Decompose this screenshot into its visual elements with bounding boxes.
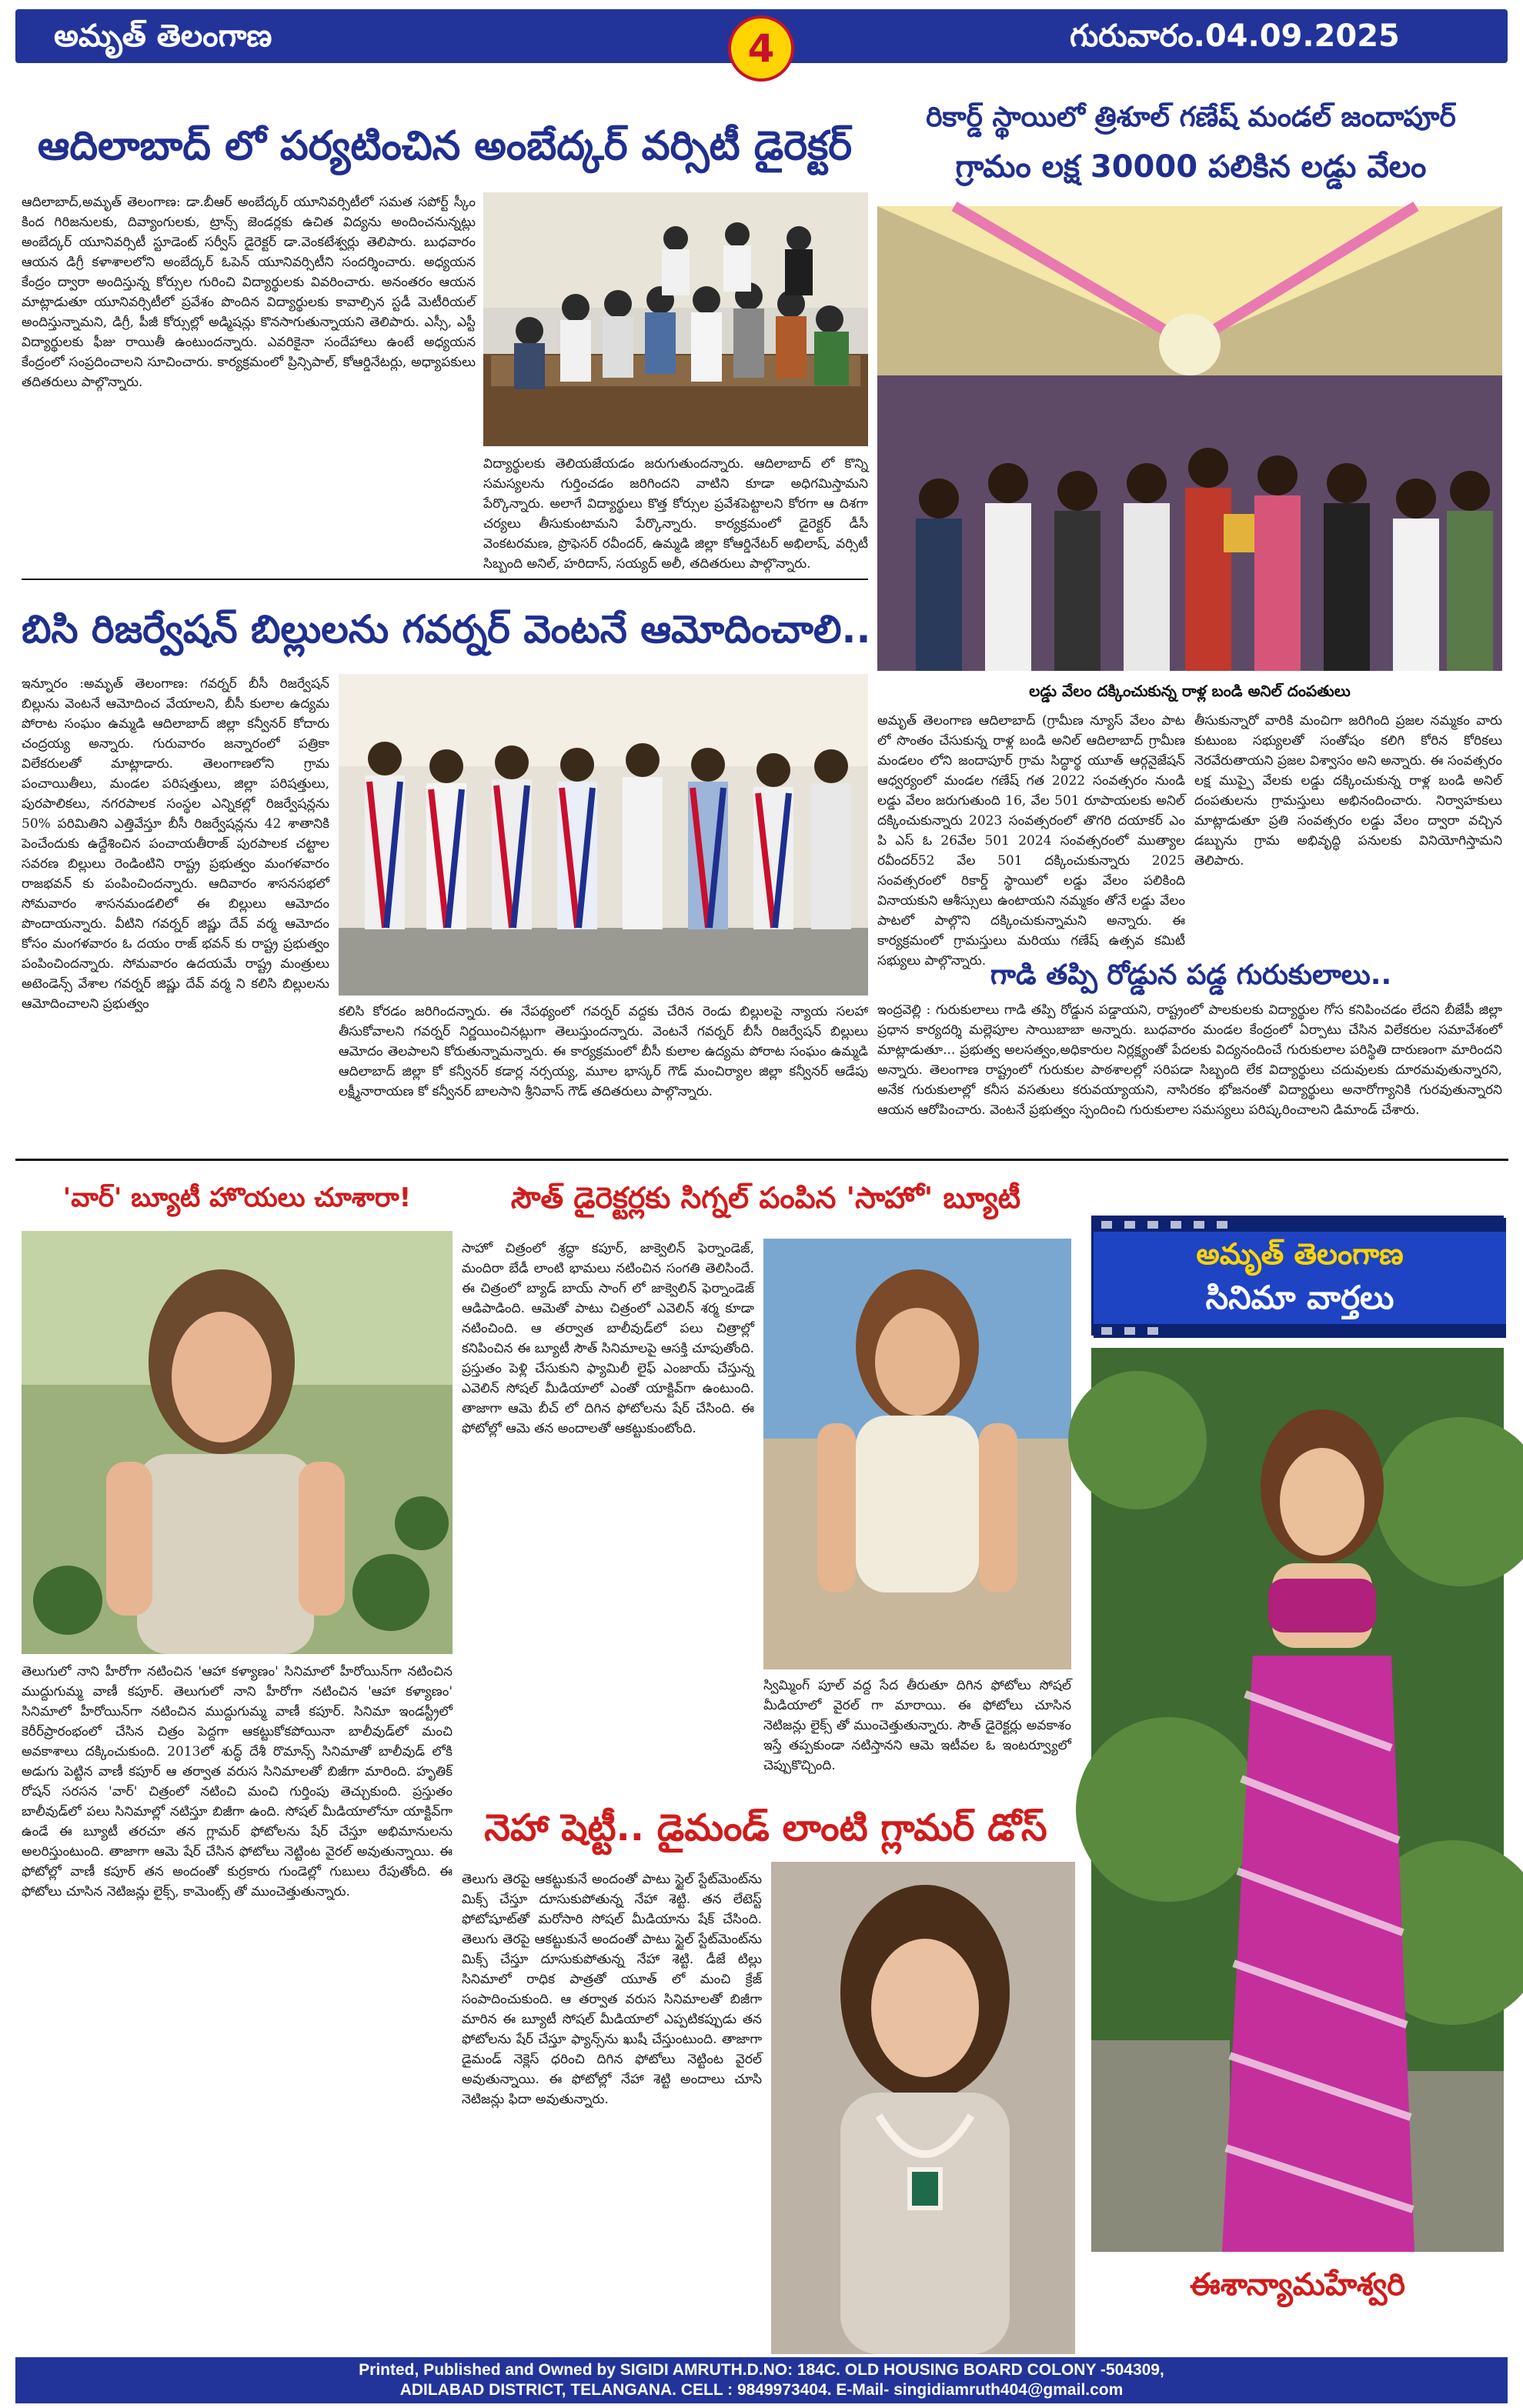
article5-photo xyxy=(22,1231,453,1654)
article1-photo xyxy=(483,192,868,446)
article6-photo xyxy=(763,1239,1071,1669)
footer xyxy=(15,2357,1508,2403)
article7-photo xyxy=(771,1862,1075,2354)
article4-headline: గాడి తప్పి రోడ్డున పడ్డ గురుకులాలు.. xyxy=(990,959,1392,991)
article7-body: తెలుగు తెరపై ఆకట్టుకునే అందంతో పాటు స్టైల్ స్టేట్‌మెంట్‌ను మిక్స్ చేస్తూ దూసుకుపోతున్న నేహా శెట్టి. తన లేటెస్ట్ ఫోటోషూట్‌తో మరోసారి సోషల్ మీడియాను షేక్ చేసింది. తెలుగు తెరపై ఆకట్టుకునే అందంతో పాటు స్టైల్ స్టేట్‌మెంట్‌ను మిక్స్ చేస్తూ దూసుకుపోతున్న నేహా శెట్టి. డీజే టిల్లు సినిమాలో రాధిక పాత్రతో యూత్ లో మంచి క్రేజ్ సంపాదించుకుంది. ఆ తర్వాత వరుస సినిమాలతో బిజీగా మారిన ఈ బ్యూటీ సోషల్ మీడియాలో ఎప్పటికప్పుడు తన ఫోటోలను షేర్ చేస్తూ ఫ్యాన్స్‌ను ఖుషీ చేస్తుంటుంది. తాజాగా డైమండ్ నెక్లెస్ ధరించి దిగిన ఫోటోలు నెట్టింట వైరల్ అవుతున్నాయి. ఈ ఫోటోల్లో నేహా శెట్టి అందాలు చూసి నెటిజన్లు ఫిదా అవుతున్నారు. xyxy=(462,1872,762,2107)
article2-photo xyxy=(339,674,868,996)
article2-body-cont: కలిసి కోరడం జరిగిందన్నారు. ఈ నేపథ్యంలో గవర్నర్ వద్దకు చేరిన రెండు బిల్లులపై న్యాయ సలహా తీసుకోవాలని గవర్నర్ నిర్ణయించినట్లుగా తెలుస్తుందన్నారు. వెంటనే గవర్నర్ బీసీ రిజర్వేషన్ బిల్లులు ఆమోదం తెలపాలని కోరుతున్నామన్నారు. ఈ కార్యక్రమంలో బీసీ కులాల ఉద్యమ పోరాట సంఘం ఉమ్మడి ఆదిలాబాద్ జిల్లా కో కన్వీనర్ కడార్ల నర్సయ్య, మూల భాస్కర్ గౌడ్ మంచిర్యాల జిల్లా కన్వీనర్ ఆడేపు లక్ష్మీనారాయణ కో కన్వీనర్ బాలసాని శ్రీనివాస్ గౌడ్ తదితరులు పాల్గొన్నారు. xyxy=(339,1004,868,1099)
esha-caption: ఈశాన్యామహేశ్వరి xyxy=(1190,2267,1405,2303)
article3-body: అమృత్ తెలంగాణ ఆదిలాబాద్ (గ్రామీణ న్యూస్ వేలం పాట లో సొంతం చేసుకున్న రాళ్ల బండి అనిల్ ఆదిలాబాద్ గ్రామీణ మండలం లోని జందాపూర్ గ్రామ సిద్ధార్థ యూత్ ఆర్గనైజేషన్ ఆధ్వర్యంలో మండల గణేష్ గత 2022 సంవత్సరం నుండి లడ్డు వేలం జరుగుతుంది 16, వేల 501 రూపాయలకు అనిల్ దక్కించుకున్నారు 2023 సంవత్సరంలో తొగరి దయాకర్ ఎం పి ఎస్ ఓ 26వేల 501 2024 సంవత్సరంలో ముత్యాల రవీందర్52 వేల 501 దక్కించుకున్నారు 2025 సంవత్సరంలో రికార్డ్ స్థాయిలో లడ్డు వేలం పలికింది వినాయకుని ఆశీస్సులు ఉంటాయని నమ్మకం తోనే లడ్డు వేలం పాటలో పాల్గొని దక్కించుకున్నామని అన్నారు. ఈ కార్యక్రమంలో గ్రామస్తులు మరియు గణేష్ ఉత్సవ కమిటీ సభ్యులు పాల్గొన్నారు. xyxy=(877,713,1185,969)
issue-date: గురువారం.04.09.2025 xyxy=(1070,18,1400,54)
article3-photo-caption: లడ్డు వేలం దక్కించుకున్న రాళ్ల బండి అనిల్ దంపతులు xyxy=(1029,682,1351,700)
article1-headline: ఆదిలాబాద్ లో పర్యటించిన అంబేద్కర్ వర్సిటీ డైరెక్టర్ xyxy=(37,123,853,169)
esha-photo xyxy=(1091,1348,1504,2252)
footer-line2: ADILABAD DISTRICT, TELANGANA. CELL : 9849973404. E-Mail- singidiamruth404@gmail.com xyxy=(399,2381,1124,2399)
article3-body-cont: తీసుకున్నారో వారికి మంచిగా జరిగింది ప్రజల నమ్మకం వారు కుటుంబ సభ్యులతో సంతోషం కలిగి కోరిన కోరికలు నెరవేరుతాయని ప్రజల విశ్వాసం అని అన్నారు. ఈ సంవత్సరం లక్ష ముప్పై వేలకు లడ్డు దక్కించుకున్న రాళ్ల బండి అనిల్ దంపతులను గ్రామస్తులు అభినందించారు. నిర్వాహకులు మాట్లాడుతూ ప్రతి సంవత్సరం లడ్డు వేలం ద్వారా వచ్చిన డబ్బును గ్రామ అభివృద్ధి పనులకు వినియోగిస్తామని తెలిపారు. xyxy=(1194,713,1502,869)
section-divider xyxy=(15,1159,1508,1161)
article2-headline: బిసి రిజర్వేషన్ బిల్లులను గవర్నర్ వెంటనే ఆమోదించాలి.. xyxy=(22,607,871,652)
article7-headline: నెహా షెట్టీ.. డైమండ్ లాంటి గ్లామర్ డోస్ xyxy=(484,1806,1047,1849)
article3-headline-line1: రికార్డ్ స్థాయిలో త్రిశూల్ గణేష్ మండల్ జందాపూర్ xyxy=(926,102,1456,133)
article4-body: ఇంద్రవెల్లి : గురుకులాలు గాడి తప్పి రోడ్డున పడ్డాయని, రాష్ట్రంలో పాలకులకు విద్యార్థుల గోస కనిపించడం లేదని బీజేపీ జిల్లా ప్రధాన కార్యదర్శి మల్లెపూల సాయిబాబా అన్నారు. బుధవారం మండల కేంద్రంలో ఏర్పాటు చేసిన విలేకరుల సమావేశంలో మాట్లాడుతూ... ప్రభుత్వ అలసత్వం,అధికారుల నిర్లక్ష్యంతో పేదలకు విద్యనందించే గురుకులాల పరిస్థితి దారుణంగా మారిందని అన్నారు. తెలంగాణ రాష్ట్రంలో గురుకుల పాఠశాలల్లో సరిపడా సిబ్బంది లేక విద్యార్థులు చదువులకు దూరమవుతున్నారని, అనేక గురుకులాల్లో కనీస వసతులు కరువయ్యాయని, నాసిరకం భోజనంతో విద్యార్థులు అనారోగ్యానికి గురవుతున్నారని ఆయన ఆరోపించారు. వెంటనే ప్రభుత్వం స్పందించి గురుకులాల సమస్యలు పరిష్కరించాలని డిమాండ్ చేశారు. xyxy=(877,1002,1502,1118)
article1-body: ఆదిలాబాద్,అమృత్ తెలంగాణ: డా.బీఆర్ అంబేద్కర్ యూనివర్సిటీలో సమత సపోర్ట్ స్కీం కింద గిరిజనులకు, దివ్యాంగులకు, ట్రాన్స్ జెండర్లకు ఉచిత విద్యను అందించనున్నట్లు అంబేద్కర్ యూనివర్సిటీ స్టూడెంట్ సర్వీస్ డైరెక్టర్ డా.వెంకటేశ్వర్లు తెలిపారు. బుధవారం ఆయన డిగ్రీ కళాశాలలోని అంబేద్కర్ ఓపెన్ యూనివర్సిటీని సందర్శించారు. అధ్యయన కేంద్రం ద్వారా అందిస్తున్న కోర్సుల గురించి విద్యార్థులకు వివరించారు. అనంతరం ఆయన మాట్లాడుతూ యూనివర్సిటీలో ప్రవేశం పొందిన విద్యార్థులకు కావాల్సిన స్టడీ మెటీరియల్ అందిస్తున్నామని, డిగ్రీ, పీజీ కోర్సుల్లో అడ్మిషన్లు కొనసాగుతున్నాయని తెలిపారు. ఎస్సీ, ఎస్టీ విద్యార్థులకు ఫీజు రాయితీ ఉంటుందన్నారు. ఎవరికైనా సందేహాలు ఉంటే అధ్యయన కేంద్రంలో సంప్రదించాలని సూచించారు. కార్యక్రమంలో ప్రిన్సిపాల్, కోఆర్డినేటర్లు, అధ్యాపకులు తదితరులు పాల్గొన్నారు. xyxy=(22,195,476,390)
article6-headline: సౌత్ డైరెక్టర్లకు సిగ్నల్ పంపిన 'సాహో' బ్యూటీ xyxy=(510,1181,1021,1215)
article6-body-cont: స్విమ్మింగ్ పూల్ వద్ద సేద తీరుతూ దిగిన ఫోటోలు సోషల్ మీడియాలో వైరల్ గా మారాయి. ఈ ఫోటోలు చూసిన నెటిజన్లు లైక్స్ తో ముంచెత్తుతున్నారు. సౌత్ డైరెక్టర్లు అవకాశం ఇస్తే తప్పకుండా నటిస్తానని ఆమె ఇటీవల ఓ ఇంటర్వ్యూలో చెప్పుకొచ్చింది. xyxy=(763,1678,1071,1773)
cinema-banner-line1: అమృత్ తెలంగాణ xyxy=(1196,1237,1404,1271)
footer-line1: Printed, Published and Owned by SIGIDI AMRUTH.D.NO: 184C. OLD HOUSING BOARD COLONY -504309, xyxy=(359,2361,1164,2379)
article5-headline: 'వార్' బ్యూటీ హొయలు చూశారా! xyxy=(62,1182,412,1213)
paper-name: అమృత్ తెలంగాణ xyxy=(54,18,272,54)
cinema-banner xyxy=(1091,1216,1504,1336)
article2-body: ఇన్నూరం :అమృత్ తెలంగాణ: గవర్నర్ బీసీ రిజర్వేషన్ బిల్లును వెంటనే ఆమోదించ వేయాలని, బీసీ కులాల ఉద్యమ పోరాట సంఘం ఉమ్మడి ఆదిలాబాద్ జిల్లా కన్వీనర్ కోదారు చంద్రయ్య అన్నారు. గురువారం జన్నారంలో పత్రికా విలేకరులతో మాట్లాడారు. తెలంగాణలోని గ్రామ పంచాయితీలు, మండల పరిషత్తులు, జిల్లా పరిషత్తులు, పురపాలికలు, నగరపాలక సంస్థల ఎన్నికల్లో రిజర్వేషన్లను 50% పరిమితిని ఎత్తివేస్తూ బీసీ రిజర్వేషన్లను 42 శాతానికి పెంచేందుకు ఉద్దేశించిన పంచాయతీరాజ్ పురపాలక చట్టాల సవరణ బిల్లులు రెండింటిని రాష్ట్ర ప్రభుత్వం మంగళవారం రాజభవన్ కు పంపించిందన్నారు. ఆదివారం శాసనసభలో సోమవారం శాసనమండలిలో ఈ బిల్లులు ఆమోదం పొందాయన్నారు. వీటిని గవర్నర్ జిష్ణు దేవ్ వర్మ ఆమోదం కోసం మంగళవారం ఓ దయం రాజ్ భవన్ కు రాష్ట్ర ప్రభుత్వం పంపించిందన్నారు. సోమవారం ఉదయమే రాష్ట్ర మంత్రులు అటెండెన్స్ వేశాల గవర్నర్ జిష్ణు దేవ్ వర్మ ని కలిసి బిల్లులను ఆమోదించాలని ప్రభుత్వం xyxy=(22,676,329,1012)
article3-photo xyxy=(877,206,1502,671)
page-number: 4 xyxy=(728,15,794,82)
article3-headline-line2: గ్రామం లక్ష 30000 పలికిన లడ్డు వేలం xyxy=(955,149,1427,185)
divider xyxy=(22,579,868,580)
article5-body: తెలుగులో నాని హీరోగా నటించిన 'ఆహా కళ్యాణం' సినిమాలో హీరోయిన్‌గా నటించిన ముద్దుగుమ్మ వాణీ కపూర్. తెలుగులో నాని హీరోగా నటించిన 'ఆహా కళ్యాణం' సినిమాలో హీరోయిన్‌గా నటించిన ముద్దుగుమ్మ వాణీ కపూర్. సినిమా ఇండస్ట్రీలో కెరీర్‌ప్రారంభంలో చేసిన చిత్రం పెద్దగా ఆకట్టుకోకపోయినా బాలీవుడ్‌లో మంచి అవకాశాలు దక్కించుకుంది. 2013లో శుద్ధ్ దేశీ రొమాన్స్ సినిమాతో బాలీవుడ్ లోకి అడుగు పెట్టిన వాణీ కపూర్ ఆ తర్వాత వరుస సినిమాలతో బిజీగా మారింది. హృతిక్ రోషన్ సరసన 'వార్' చిత్రంలో నటించి మంచి గుర్తింపు తెచ్చుకుంది. ప్రస్తుతం బాలీవుడ్‌లో పలు సినిమాల్లో నటిస్తూ బిజీగా ఉంది. సోషల్ మీడియాలోనూ యాక్టివ్‌గా ఉండే ఈ బ్యూటీ తరచూ తన గ్లామర్ ఫోటోలను షేర్ చేస్తూ అభిమానులను అలరిస్తుంటుంది. తాజాగా ఆమె షేర్ చేసిన ఫోటోలు నెట్టింట వైరల్ అవుతున్నాయి. ఈ ఫోటోల్లో వాణీ కపూర్ తన అందంతో కుర్రకారు గుండెల్లో గుబులు రేపుతోంది. ఈ ఫోటోలు చూసిన నెటిజన్లు లైక్స్, కామెంట్స్ తో ముంచెత్తుతున్నారు. xyxy=(22,1664,453,1899)
article1-body-cont: విద్యార్థులకు తెలియజేయడం జరుగుతుందన్నారు. ఆదిలాబాద్ లో కొన్ని సమస్యలను గుర్తించడం జరిగిందని వాటిని కూడా అధిగమిస్తామని పేర్కొన్నారు. అలాగే విద్యార్థులు కొత్త కోర్సుల ప్రవేశపెట్టాలని కోరగా ఆ దిశగా చర్యలు తీసుకుంటామని పేర్కొన్నారు. కార్యక్రమంలో డైరెక్టర్ డీసీ వెంకటరమణ, ప్రొఫెసర్ రవీందర్, ఉమ్మడి జిల్లా కోఆర్డినేటర్ అభిలాష్, వర్సిటీ సిబ్బంది అనిల్, హరిదాస్, సయ్యద్ అలీ, తదితరులు పాల్గొన్నారు. xyxy=(483,456,868,572)
article6-body: సాహో చిత్రంలో శ్రద్ధా కపూర్, జాక్వెలిన్ ఫెర్నాండెజ్, మందిరా బేడీ లాంటి భామలు నటించిన సంగతి తెలిసిందే. ఈ చిత్రంలో బ్యాడ్ బాయ్ సాంగ్ లో జాక్వెలిన్ ఫెర్నాండెజ్ ఆడిపాడింది. ఆమెతో పాటు చిత్రంలో ఎవెలిన్ శర్మ కూడా నటించింది. ఆ తర్వాత బాలీవుడ్‌లో పలు చిత్రాల్లో కనిపించిన ఈ బ్యూటీ సౌత్ సినిమాలపై ఆసక్తి చూపుతోంది. ప్రస్తుతం పెళ్లి చేసుకుని ఫ్యామిలీ లైఫ్ ఎంజాయ్ చేస్తున్న ఎవెలిన్ సోషల్ మీడియాలో ఎంతో యాక్టివ్‌గా ఉంటుంది. తాజాగా ఆమె బీచ్ లో దిగిన ఫోటోలను షేర్ చేసింది. ఈ ఫోటోల్లో ఆమె తన అందాలతో ఆకట్టుకుంటోంది. xyxy=(462,1241,754,1436)
cinema-banner-line2: సినిమా వార్తలు xyxy=(1205,1279,1394,1316)
